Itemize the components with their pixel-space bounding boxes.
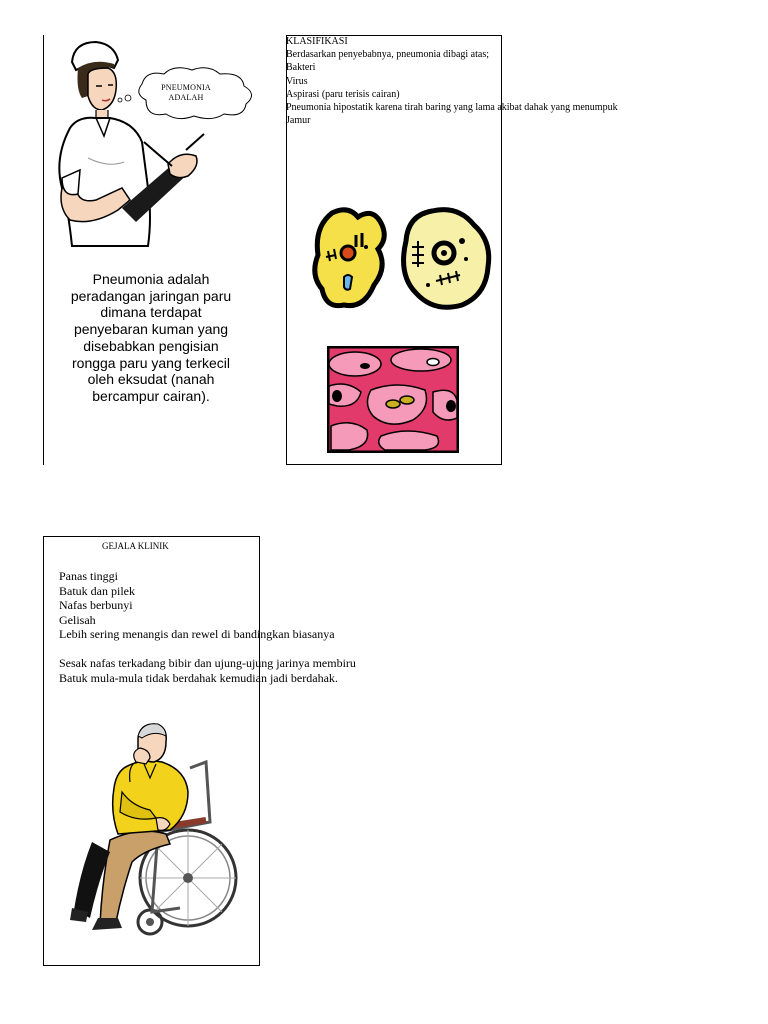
definition-line: oleh eksudat (nanah (87, 371, 215, 388)
symptom-item: Sesak nafas terkadang bibir dan ujung-ujung jarinya membiru (59, 655, 356, 670)
symptom-item: Gelisah (59, 612, 96, 627)
classification-line: Virus (286, 75, 308, 87)
definition-line: bercampur cairan). (92, 387, 210, 404)
symptom-spacer (59, 642, 419, 656)
classification-line: Berdasarkan penyebabnya, pneumonia dibagi atas; (286, 49, 489, 61)
wheelchair-man-icon (70, 722, 240, 938)
definition-line: penyebaran kuman yang (73, 321, 229, 338)
bubble-line: ADALAH (168, 93, 204, 102)
symptom-item: Batuk mula-mula tidak berdahak kemudian jadi berdahak. (59, 670, 338, 685)
classification-line: Bakteri (286, 62, 316, 74)
classification-line: Pneumonia hipostatik karena tirah baring yang lama akibat dahak yang menumpuk (286, 102, 618, 114)
thought-bubble-text (148, 83, 224, 103)
symptom-item: Lebih sering menangis dan rewel di bandingkan biasanya (59, 627, 335, 642)
symptom-item: Nafas berbunyi (59, 598, 133, 613)
lung-tissue-icon (327, 346, 459, 453)
classification-heading: KLASIFIKASI (286, 36, 348, 47)
definition-line: Pneumonia adalah (92, 271, 210, 287)
bubble-line: PNEUMONIA (161, 83, 211, 92)
definition-line: dimana terdapat (100, 304, 202, 321)
germ-cells-icon (308, 205, 496, 315)
definition-line: peradangan jaringan paru (70, 287, 232, 304)
classification-text (286, 35, 686, 127)
symptom-item: Panas tinggi (59, 569, 118, 583)
definition-line: rongga paru yang terkecil (72, 354, 230, 371)
symptom-item: Batuk dan pilek (59, 583, 135, 598)
classification-line: Jamur (286, 115, 311, 127)
clinical-symptoms-title: GEJALA KLINIK (102, 541, 169, 551)
panel-1-left-rule (43, 35, 44, 465)
symptom-list (59, 569, 419, 685)
pneumonia-definition (58, 271, 244, 405)
classification-line: Aspirasi (paru terisis cairan) (286, 88, 400, 100)
definition-line: disebabkan pengisian (83, 337, 219, 354)
